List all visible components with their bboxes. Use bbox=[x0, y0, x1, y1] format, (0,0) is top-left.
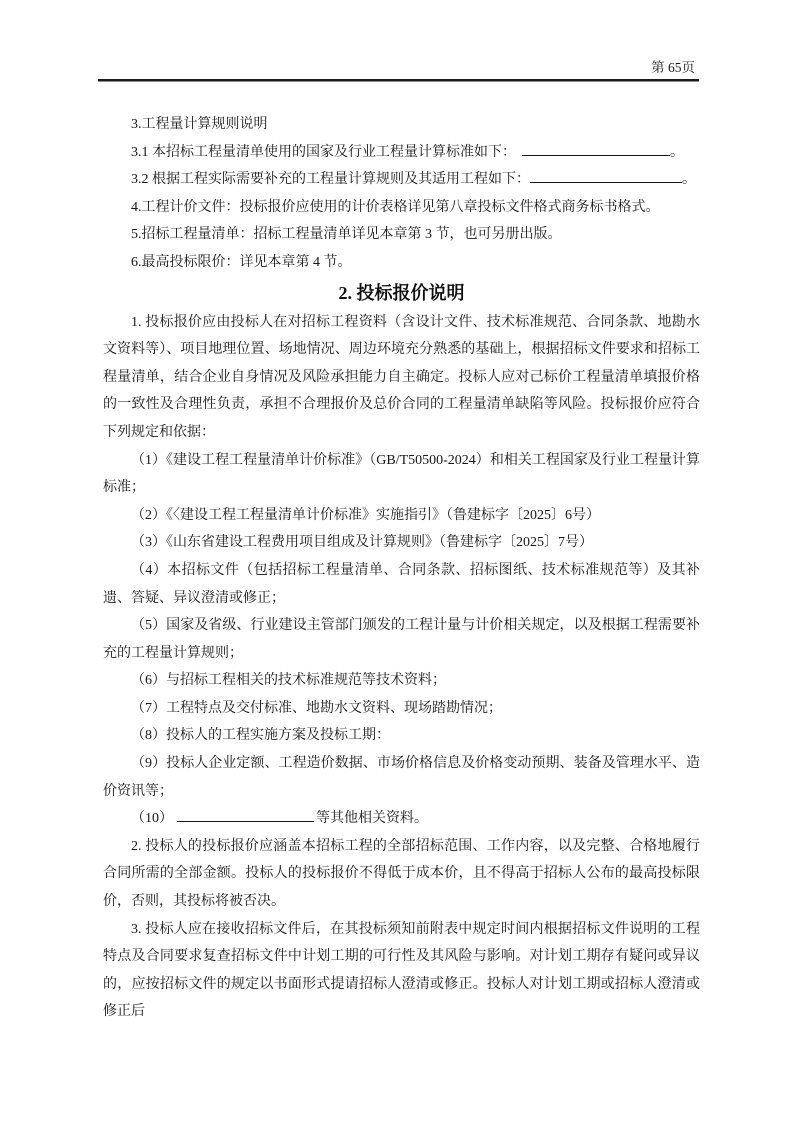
paragraph-2: 2. 投标人的投标报价应涵盖本招标工程的全部招标范围、工作内容，以及完整、合格地履行合同所需的全部金额。投标人的投标报价不得低于成本价，且不得高于招标人公布的最高投标限价，否则，其投标将被否决。 bbox=[103, 838, 700, 910]
clause-6: 6.最高投标限价：详见本章第 4 节。 bbox=[131, 254, 352, 270]
list-item-10-label: （10） bbox=[131, 811, 173, 827]
list-item-8: （8）投标人的工程实施方案及投标工期： bbox=[131, 728, 390, 744]
clause-3-2-text: 3.2 根据工程实际需要补充的工程量计算规则及其适用工程如下： bbox=[131, 172, 530, 188]
paragraph-3: 3. 投标人应在接收招标文件后，在其投标须知前附表中规定时间内根据招标文件说明的工程特点及合同要求复查招标文件中计划工期的可行性及其风险与影响。对计划工期存有疑问或异议的，应按招标文件的规定以书面形式提请招标人澄清或修正。投标人对计划工期或招标人澄清或修正后 bbox=[103, 921, 700, 1020]
list-item-1: （1）《建设工程工程量清单计价标准》（GB/T50500-2024）和相关工程国家及行业工程量计算标准； bbox=[103, 452, 700, 496]
paragraph-1: 1. 投标报价应由投标人在对招标工程资料（含设计文件、技术标准规范、合同条款、地勘水文资料等）、项目地理位置、场地情况、周边环境充分熟悉的基础上，根据招标文件要求和招标工程量清单，结合企业自身情况及风险承担能力自主确定。投标人应对己标价工程量清单填报价格的一致性及合理性负责，承担不合理报价及总价合同的工程量清单缺陷等风险。投标报价应符合下列规定和依据： bbox=[103, 314, 700, 440]
document-body bbox=[103, 111, 700, 1026]
page-header bbox=[98, 56, 699, 81]
blank-underline-field bbox=[530, 179, 682, 183]
list-item-9: （9）投标人企业定额、工程造价数据、市场价格信息及价格变动预期、装备及管理水平、造价资讯等； bbox=[103, 756, 700, 799]
clause-3-title: 3.工程量计算规则说明 bbox=[131, 117, 268, 132]
clause-3-2-period: 。 bbox=[682, 172, 696, 188]
list-item-10-text: 等其他相关资料。 bbox=[316, 811, 428, 827]
list-item-3: （3）《山东省建设工程费用项目组成及计算规则》（鲁建标字〔2025〕7号） bbox=[131, 535, 593, 551]
header-rule bbox=[98, 79, 699, 81]
page-number: 第 65页 bbox=[651, 60, 695, 75]
clause-4: 4.工程计价文件：投标报价应使用的计价表格详见第八章投标文件格式商务标书格式。 bbox=[131, 199, 660, 215]
list-item-2: （2）《〈建设工程工程量清单计价标准》实施指引》（鲁建标字〔2025〕6号） bbox=[131, 507, 600, 523]
section-heading: 2. 投标报价说明 bbox=[338, 282, 465, 303]
blank-underline-field bbox=[177, 818, 314, 822]
list-item-4: （4）本招标文件（包括招标工程量清单、合同条款、招标图纸、技术标准规范等）及其补遗、答疑、异议澄清或修正； bbox=[103, 562, 700, 606]
clause-5: 5.招标工程量清单：招标工程量清单详见本章第 3 节，也可另册出版。 bbox=[131, 227, 562, 243]
list-item-5: （5）国家及省级、行业建设主管部门颁发的工程计量与计价相关规定，以及根据工程需要补充的工程量计算规则； bbox=[103, 618, 700, 661]
clause-3-1-period: 。 bbox=[670, 144, 684, 160]
blank-underline-field bbox=[522, 152, 670, 156]
list-item-7: （7）工程特点及交付标准、地勘水文资料、现场踏勘情况； bbox=[131, 700, 502, 716]
list-item-10 bbox=[103, 805, 700, 833]
clause-3-1-text: 3.1 本招标工程量清单使用的国家及行业工程量计算标准如下： bbox=[131, 144, 516, 160]
list-item-6: （6）与招标工程相关的技术标准规范等技术资料； bbox=[131, 673, 446, 689]
clause-3-2 bbox=[103, 166, 700, 194]
clause-3-1 bbox=[103, 139, 700, 167]
